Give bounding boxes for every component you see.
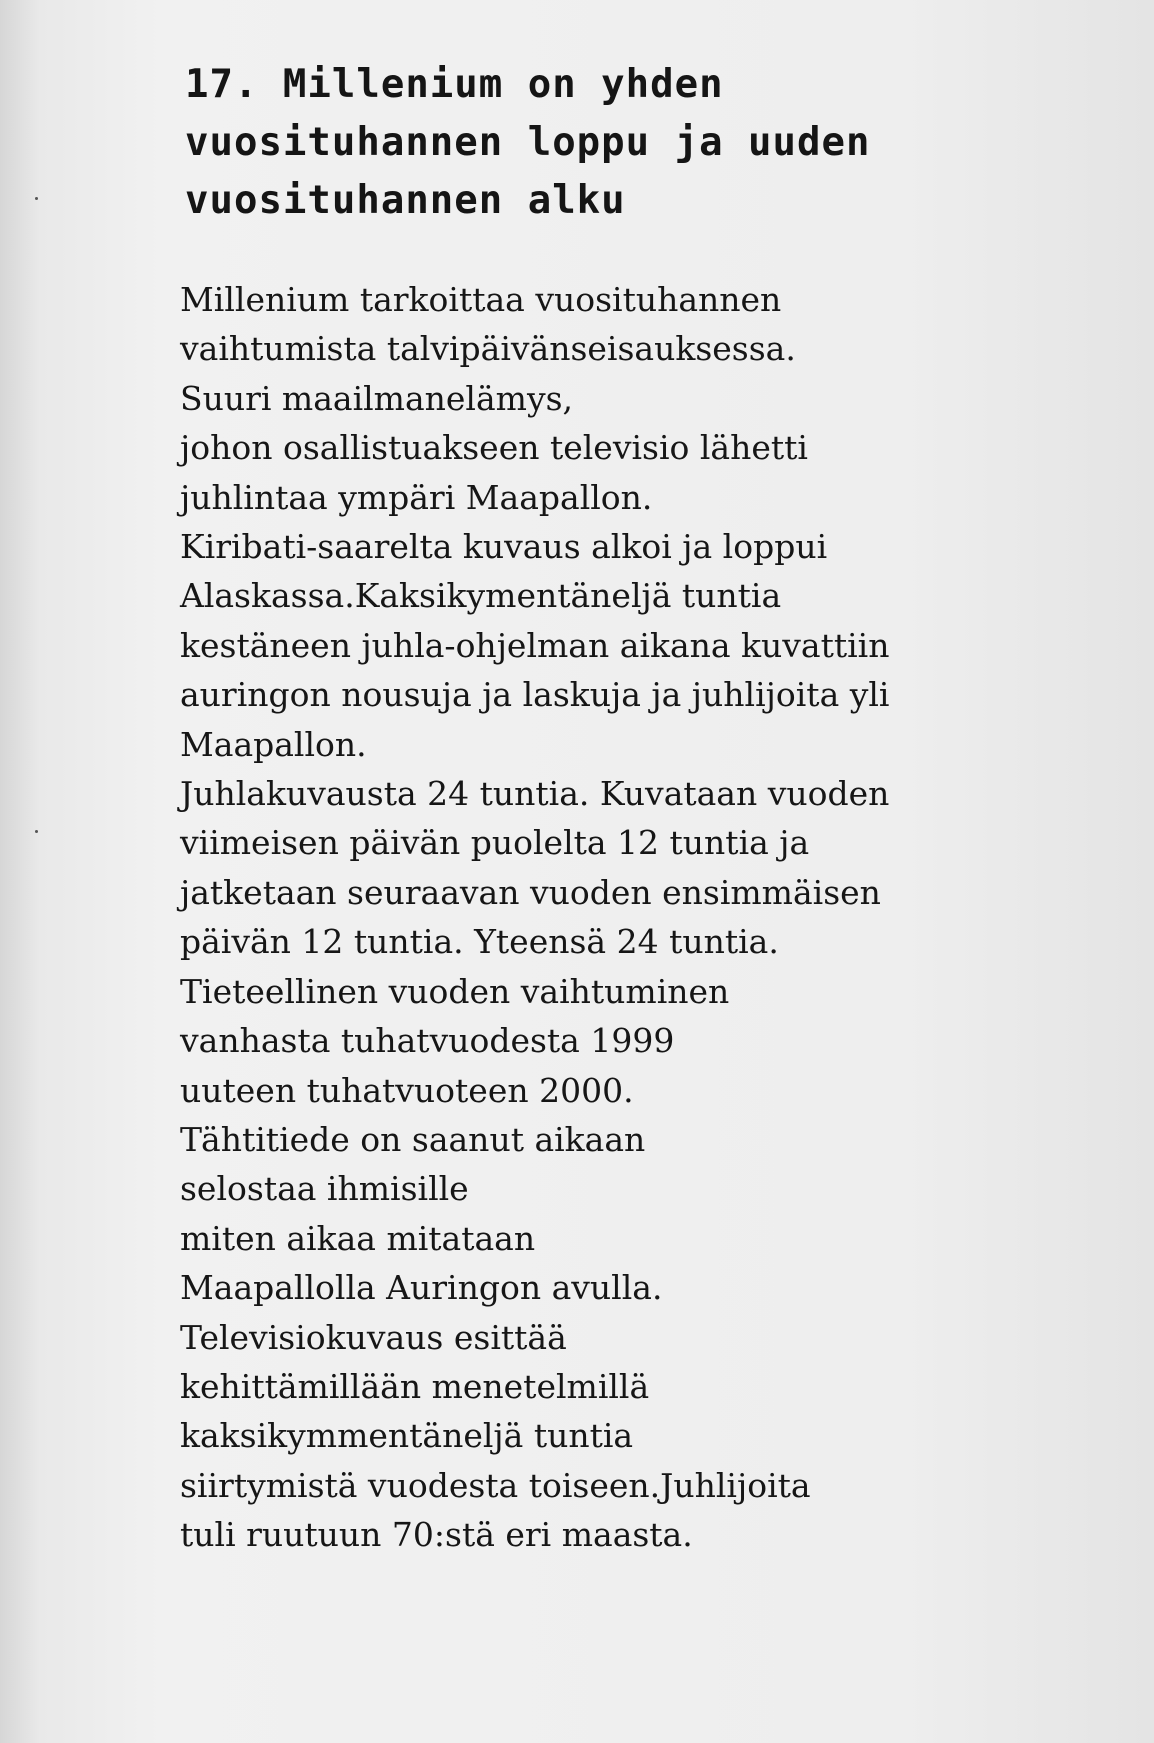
- body-line: vaihtumista talvipäivänseisauksessa.: [180, 329, 796, 369]
- body-line: päivän 12 tuntia. Yteensä 24 tuntia.: [180, 922, 779, 962]
- body-line: Kiribati-saarelta kuvaus alkoi ja loppui: [180, 527, 828, 567]
- body-line: auringon nousuja ja laskuja ja juhlijoita yli: [180, 675, 890, 715]
- speck-mark: [35, 197, 38, 200]
- body-line: kestäneen juhla-ohjelman aikana kuvattiin: [180, 625, 890, 665]
- body-line: miten aikaa mitataan: [180, 1218, 536, 1258]
- body-line: Maapallolla Auringon avulla.: [180, 1268, 663, 1308]
- body-line: Tähtitiede on saanut aikaan: [180, 1119, 646, 1159]
- body-line: vanhasta tuhatvuodesta 1999: [180, 1021, 675, 1061]
- body-line: Juhlakuvausta 24 tuntia. Kuvataan vuoden: [180, 774, 890, 814]
- chapter-body: [180, 275, 1040, 1560]
- body-line: Suuri maailmanelämys,: [180, 378, 574, 418]
- body-line: Millenium tarkoittaa vuosituhannen: [180, 280, 782, 319]
- heading-line: vuosituhannen alku: [185, 178, 626, 223]
- body-line: juhlintaa ympäri Maapallon.: [180, 477, 653, 517]
- body-line: kehittämillään menetelmillä: [180, 1366, 650, 1406]
- body-line: Tieteellinen vuoden vaihtuminen: [180, 971, 730, 1011]
- body-line: Maapallon.: [180, 724, 367, 764]
- chapter-heading: [185, 56, 1005, 230]
- body-line: kaksikymmentäneljä tuntia: [180, 1416, 634, 1456]
- body-line: johon osallistuakseen televisio lähetti: [180, 428, 808, 468]
- body-line: jatketaan seuraavan vuoden ensimmäisen: [180, 872, 881, 912]
- body-line: siirtymistä vuodesta toiseen.Juhlijoita: [180, 1465, 811, 1505]
- speck-mark: [35, 830, 38, 833]
- heading-line: 17. Millenium on yhden: [185, 62, 724, 107]
- body-line: Televisiokuvaus esittää: [180, 1317, 567, 1357]
- heading-line: vuosituhannen loppu ja uuden: [185, 120, 871, 165]
- body-line: tuli ruutuun 70:stä eri maasta.: [180, 1515, 693, 1555]
- body-line: Alaskassa.Kaksikymentäneljä tuntia: [180, 576, 782, 616]
- body-line: selostaa ihmisille: [180, 1169, 469, 1209]
- body-line: uuteen tuhatvuoteen 2000.: [180, 1070, 634, 1110]
- body-line: viimeisen päivän puolelta 12 tuntia ja: [180, 823, 810, 863]
